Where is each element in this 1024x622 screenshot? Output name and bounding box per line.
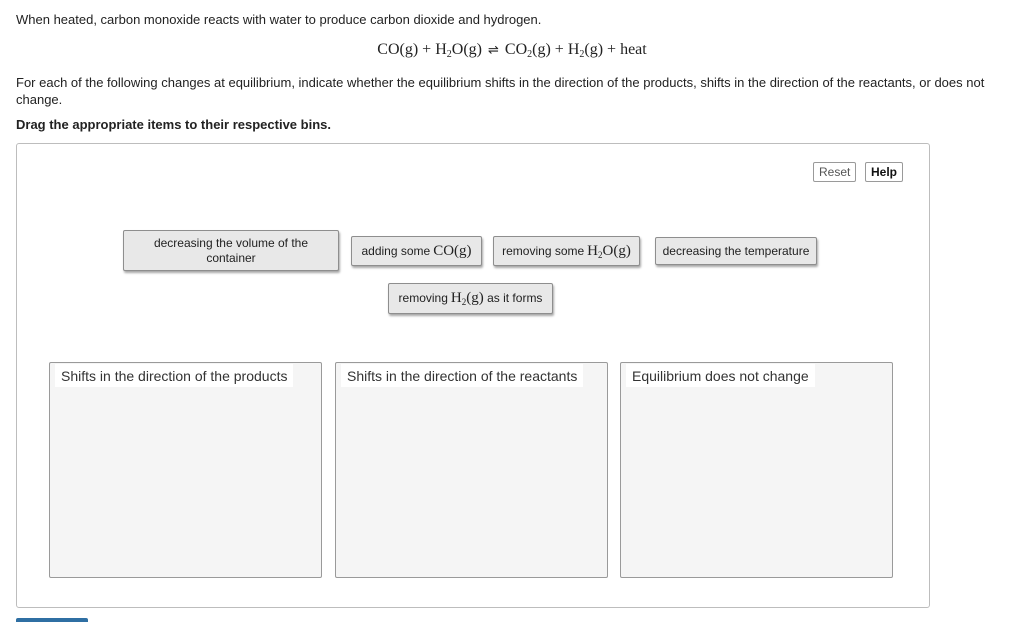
drag-item-removing-h2[interactable] (388, 283, 553, 314)
drag-item-label: adding some (361, 243, 431, 258)
eq-plus: + (418, 41, 436, 58)
instructions: For each of the following changes at equilibrium, indicate whether the equilibrium shifts in the direction of the products, shifts in the direction of the reactants, or does not change. (16, 75, 985, 107)
eq-plus: + (603, 41, 621, 58)
drag-item-label: as it forms (487, 291, 543, 305)
eq-plus: + (550, 41, 568, 58)
drag-hint: Drag the appropriate items to their respective bins. (16, 117, 331, 132)
bin-no-change[interactable] (620, 362, 893, 578)
bin-shifts-products[interactable] (49, 362, 322, 578)
drag-item-label: decreasing the temperature (662, 243, 810, 258)
drag-item-decreasing-temperature[interactable] (655, 237, 817, 265)
problem-intro: When heated, carbon monoxide reacts with water to produce carbon dioxide and hydrogen. (16, 12, 542, 27)
drag-item-adding-co[interactable] (351, 236, 482, 266)
eq-heat: heat (620, 41, 647, 58)
bin-label: Equilibrium does not change (626, 364, 815, 387)
eq-h2: $H_2(g)$ (567, 41, 604, 60)
drag-item-removing-h2o[interactable] (493, 236, 640, 266)
drag-item-formula: $H_2O(g)$ (587, 242, 631, 260)
drag-item-label: decreasing the volume of the container (153, 235, 309, 265)
help-button[interactable]: Help (865, 162, 903, 182)
bin-label: Shifts in the direction of the reactants (341, 364, 583, 387)
bin-shifts-reactants[interactable] (335, 362, 608, 578)
drag-item-formula: CO(g) (433, 242, 472, 259)
reset-button[interactable]: Reset (813, 162, 856, 182)
eq-co2: $CO_2(g)$ (504, 41, 551, 60)
eq-co: CO(g) (377, 41, 419, 58)
chemical-equation (0, 41, 1024, 59)
drag-item-label: removing some (502, 243, 585, 258)
drag-item-label: removing (398, 291, 448, 305)
drag-item-formula: $H_2(g)$ (450, 290, 484, 307)
drag-item-decreasing-volume[interactable] (123, 230, 339, 271)
bin-label: Shifts in the direction of the products (55, 364, 293, 387)
submit-button[interactable] (16, 618, 88, 622)
eq-h2o: $H_2O(g)$ (435, 41, 482, 60)
equilibrium-arrow-icon: ⇌ (487, 43, 499, 58)
